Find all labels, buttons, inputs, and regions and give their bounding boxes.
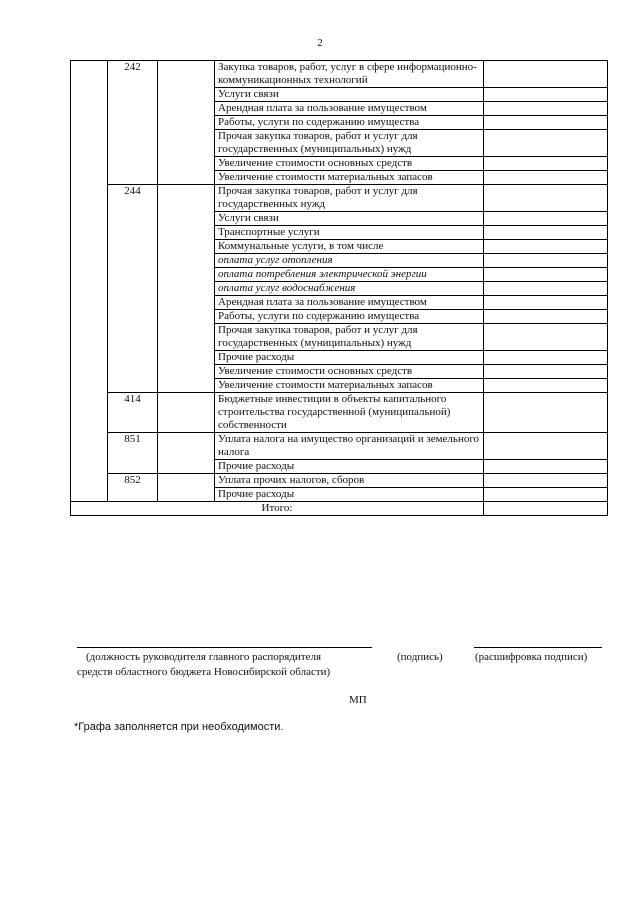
expense-item: Арендная плата за пользование имуществом	[215, 296, 484, 310]
expense-item: Прочие расходы	[215, 351, 484, 365]
expense-item: Закупка товаров, работ, услуг в сфере информационно-коммуникационных технологий	[215, 61, 484, 88]
decode-label: (расшифровка подписи)	[475, 651, 588, 663]
code-242: 242	[108, 61, 158, 185]
value-cell[interactable]	[484, 130, 608, 157]
expense-item: Увеличение стоимости материальных запасов	[215, 379, 484, 393]
table-row	[71, 474, 608, 488]
value-cell[interactable]	[484, 488, 608, 502]
value-cell[interactable]	[484, 240, 608, 254]
position-signature-line[interactable]	[77, 647, 372, 648]
value-cell[interactable]	[484, 393, 608, 433]
page-number: 2	[317, 37, 323, 49]
total-label: Итого:	[71, 502, 484, 516]
expense-item: Бюджетные инвестиции в объекты капитального строительства государственной (муниципальной) собственности	[215, 393, 484, 433]
value-cell[interactable]	[484, 88, 608, 102]
value-cell[interactable]	[484, 310, 608, 324]
total-row	[71, 502, 608, 516]
expense-item: Прочая закупка товаров, работ и услуг для государственных (муниципальных) нужд	[215, 130, 484, 157]
table-row	[71, 433, 608, 460]
value-cell[interactable]	[484, 282, 608, 296]
value-cell[interactable]	[484, 212, 608, 226]
position-label-line1: (должность руководителя главного распорядителя	[86, 651, 322, 663]
expense-item: Уплата налога на имущество организаций и земельного налога	[215, 433, 484, 460]
code-852: 852	[108, 474, 158, 502]
value-cell[interactable]	[484, 171, 608, 185]
value-cell[interactable]	[484, 157, 608, 171]
code-244: 244	[108, 185, 158, 393]
value-cell[interactable]	[484, 116, 608, 130]
value-cell[interactable]	[484, 268, 608, 282]
expense-item: Транспортные услуги	[215, 226, 484, 240]
expense-item: Увеличение стоимости основных средств	[215, 157, 484, 171]
stamp-label: МП	[349, 694, 367, 706]
expense-item: Работы, услуги по содержанию имущества	[215, 310, 484, 324]
position-label-line2: средств областного бюджета Новосибирской области)	[77, 666, 331, 678]
expense-item: Прочая закупка товаров, работ и услуг для государственных (муниципальных) нужд	[215, 324, 484, 351]
expense-item: Уплата прочих налогов, сборов	[215, 474, 484, 488]
expense-item: Увеличение стоимости основных средств	[215, 365, 484, 379]
table-row	[71, 185, 608, 212]
value-cell[interactable]	[484, 379, 608, 393]
sign-label: (подпись)	[397, 651, 443, 663]
expense-item: Арендная плата за пользование имуществом	[215, 102, 484, 116]
expense-item: Услуги связи	[215, 88, 484, 102]
table-row	[71, 61, 608, 88]
footnote: *Графа заполняется при необходимости.	[74, 721, 284, 733]
value-cell[interactable]	[484, 324, 608, 351]
value-cell[interactable]	[484, 226, 608, 240]
expense-subitem: оплата потребления электрической энергии	[215, 268, 484, 282]
value-cell[interactable]	[484, 460, 608, 474]
value-cell[interactable]	[484, 254, 608, 268]
decode-signature-line[interactable]	[474, 647, 602, 648]
table-row	[71, 393, 608, 433]
expense-item: Увеличение стоимости материальных запасов	[215, 171, 484, 185]
value-cell[interactable]	[484, 185, 608, 212]
value-cell[interactable]	[484, 433, 608, 460]
expense-item: Работы, услуги по содержанию имущества	[215, 116, 484, 130]
value-cell[interactable]	[484, 296, 608, 310]
value-cell[interactable]	[484, 474, 608, 488]
expense-item: Прочие расходы	[215, 488, 484, 502]
value-cell[interactable]	[484, 61, 608, 88]
value-cell[interactable]	[484, 102, 608, 116]
expense-subitem: оплата услуг отопления	[215, 254, 484, 268]
expense-item: Услуги связи	[215, 212, 484, 226]
value-cell[interactable]	[484, 351, 608, 365]
expense-item: Коммунальные услуги, в том числе	[215, 240, 484, 254]
value-cell[interactable]	[484, 365, 608, 379]
expense-subitem: оплата услуг водоснабжения	[215, 282, 484, 296]
total-value-cell[interactable]	[484, 502, 608, 516]
code-414: 414	[108, 393, 158, 433]
code-851: 851	[108, 433, 158, 474]
expense-item: Прочие расходы	[215, 460, 484, 474]
expense-item: Прочая закупка товаров, работ и услуг для государственных нужд	[215, 185, 484, 212]
budget-table	[70, 60, 608, 516]
